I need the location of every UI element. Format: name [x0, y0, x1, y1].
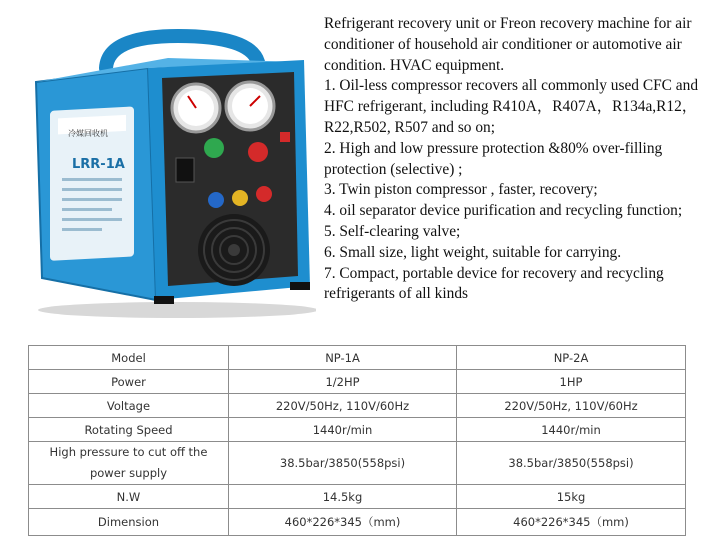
spec-label: High pressure to cut off the power supply	[29, 442, 229, 485]
spec-label: N.W	[29, 485, 229, 509]
table-row	[29, 418, 686, 442]
spec-value-np1a: 38.5bar/3850(558psi)	[229, 442, 457, 485]
spec-label: Dimension	[29, 509, 229, 536]
model-label-text: LRR-1A	[72, 157, 125, 172]
spec-value-np2a: 1440r/min	[457, 418, 686, 442]
spec-label: Model	[29, 346, 229, 370]
feature-item: 6. Small size, light weight, suitable for carrying.	[324, 243, 622, 261]
table-row	[29, 442, 686, 485]
spec-value-np2a: 220V/50Hz, 110V/60Hz	[457, 394, 686, 418]
table-row	[29, 394, 686, 418]
feature-item: 3. Twin piston compressor , faster, recovery;	[324, 181, 598, 199]
red-port-cap-lower	[256, 186, 272, 202]
spec-value-np1a: 220V/50Hz, 110V/60Hz	[229, 394, 457, 418]
feature-item: 1. Oil-less compressor recovers all commonly used CFC and HFC refrigerant, including R410A，R407A，R134a,R12，R22,R502, R507 and so on;	[324, 77, 699, 136]
spec-label: Rotating Speed	[29, 418, 229, 442]
feature-item: 7. Compact, portable device for recovery and recycling refrigerants of all kinds	[324, 264, 664, 303]
spec-value-np1a: 1/2HP	[229, 370, 457, 394]
spec-value-np2a: 1HP	[457, 370, 686, 394]
spec-value-np2a: 460*226*345（mm)	[457, 509, 686, 536]
green-valve-knob[interactable]	[204, 138, 224, 158]
description-intro: Refrigerant recovery unit or Freon recovery machine for air conditioner of household air conditioner or automotive air condition. HVAC equipment.	[324, 15, 692, 74]
blue-port-cap	[208, 192, 224, 208]
feature-item: 2. High and low pressure protection &80% over-filling protection (selective) ;	[324, 139, 663, 178]
chinese-label-text: 冷媒回收机	[68, 129, 108, 138]
spec-label: Voltage	[29, 394, 229, 418]
feature-item: 5. Self-clearing valve;	[324, 222, 461, 240]
product-description	[324, 14, 716, 305]
product-image	[28, 28, 316, 320]
spec-table	[28, 345, 686, 536]
table-row	[29, 370, 686, 394]
yellow-port-cap	[232, 190, 248, 206]
feature-item: 4. oil separator device purification and recycling function;	[324, 202, 683, 220]
spec-value-np1a: 1440r/min	[229, 418, 457, 442]
red-valve-knob[interactable]	[248, 142, 268, 162]
spec-value-np2a: 15kg	[457, 485, 686, 509]
spec-value-np1a: 14.5kg	[229, 485, 457, 509]
table-row	[29, 509, 686, 536]
table-row	[29, 485, 686, 509]
spec-label: Power	[29, 370, 229, 394]
spec-value-np2a: NP-2A	[457, 346, 686, 370]
spec-value-np1a: NP-1A	[229, 346, 457, 370]
table-row	[29, 346, 686, 370]
spec-value-np1a: 460*226*345（mm)	[229, 509, 457, 536]
red-port-cap	[280, 132, 290, 142]
spec-value-np2a: 38.5bar/3850(558psi)	[457, 442, 686, 485]
power-switch[interactable]	[176, 158, 194, 182]
